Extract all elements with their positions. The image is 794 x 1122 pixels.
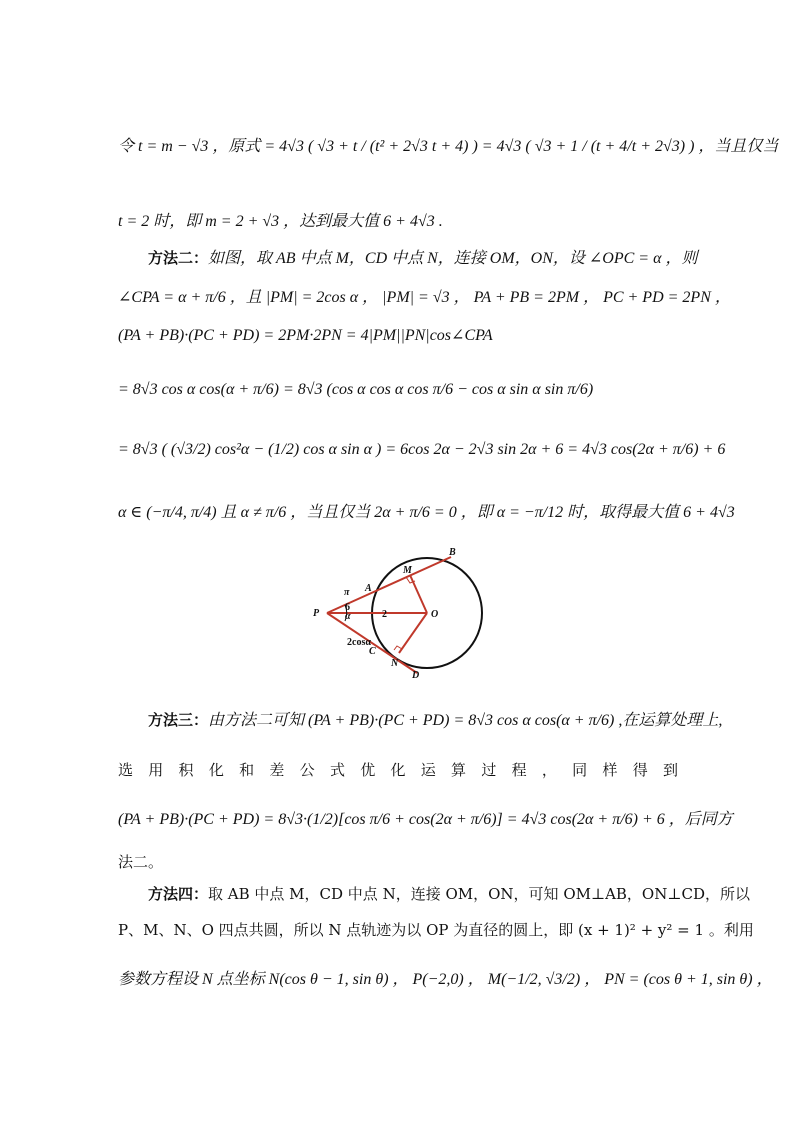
method-two-intro <box>148 248 698 269</box>
label-o: O <box>431 609 439 620</box>
method-three-intro <box>148 710 723 731</box>
method-four-label: 方法四： <box>148 885 209 903</box>
label-d: D <box>412 670 420 680</box>
line-alpha-range: α ∈ (−π/4, π/4) 且 α ≠ π/6 ，当且仅当 2α + π/6 = 0 ，即 α = −π/12 时，取得最大值 6 + 4√3 <box>118 504 735 521</box>
label-two-cos: 2cosα <box>347 637 371 648</box>
line-dot-product: (PA + PB)·(PC + PD) = 2PM·2PN = 4|PM||PN|cos∠CPA <box>118 327 493 344</box>
line-expansion-1: = 8√3 cos α cos(α + π/6) = 8√3 (cos α cos α cos π/6 − cos α sin α sin π/6) <box>118 381 594 398</box>
label-a: A <box>365 583 372 594</box>
label-alpha: α <box>345 611 351 622</box>
label-p: P <box>313 608 320 619</box>
label-c: C <box>369 646 376 657</box>
line-max-value-1: t = 2 时，即 m = 2 + √3 ，达到最大值 6 + 4√3 . <box>118 213 443 230</box>
label-n: N <box>391 658 399 669</box>
label-m: M <box>403 565 412 576</box>
label-b: B <box>449 547 456 558</box>
method-four-text: 取 AB 中点 M，CD 中点 N，连接 OM，ON，可知 OM⊥AB，ON⊥CD，所以 <box>208 885 750 903</box>
line-parametric: 参数方程设 N 点坐标 N(cos θ − 1, sin θ) ， P(−2,0) ， M(−1/2, √3/2) ， PN = (cos θ + 1, sin θ) ， <box>118 971 773 988</box>
line-angle-cpa: ∠CPA = α + π/6 ，且 |PM| = 2cos α ， |PM| = √3 ， PA + PB = 2PM ， PC + PD = 2PN ， <box>118 289 731 306</box>
line-same-as-method-two: 法二。 <box>118 853 164 871</box>
method-three-text: 由方法二可知 (PA + PB)·(PC + PD) = 8√3 cos α cos(α + π/6) ,在运算处理上, <box>208 712 723 729</box>
line-concyclic: P、M、N、O 四点共圆，所以 N 点轨迹为以 OP 为直径的圆上，即 (x + 1)² + y² = 1 。利用 <box>118 921 754 939</box>
method-three-label: 方法三： <box>148 711 209 729</box>
method-two-text: 如图，取 AB 中点 M，CD 中点 N，连接 OM，ON，设 ∠OPC = α ，则 <box>208 250 698 267</box>
method-two-label: 方法二： <box>148 249 209 267</box>
line-method-three-result: (PA + PB)·(PC + PD) = 8√3·(1/2)[cos π/6 + cos(2α + π/6)] = 4√3 cos(2α + π/6) + 6 ，后同方 <box>118 811 733 828</box>
circle-figure <box>305 545 490 680</box>
label-pi: π <box>344 587 350 598</box>
label-two: 2 <box>382 609 387 620</box>
label-six: 6 <box>345 602 350 613</box>
line-expansion-2: = 8√3 ( (√3/2) cos²α − (1/2) cos α sin α ) = 6cos 2α − 2√3 sin 2α + 6 = 4√3 cos(2α + π/6) + 6 <box>118 441 726 458</box>
line-om <box>410 575 427 613</box>
line-on <box>399 613 427 653</box>
line-substitution: 令 t = m − √3 ，原式 = 4√3 ( √3 + t / (t² + 2√3 t + 4) ) = 4√3 ( √3 + 1 / (t + 4/t + 2√3) ) ，当且仅当 <box>118 138 779 155</box>
method-four-intro <box>148 884 750 904</box>
line-product-to-sum: 选 用 积 化 和 差 公 式 优 化 运 算 过 程 ， 同 样 得 到 <box>118 761 678 779</box>
